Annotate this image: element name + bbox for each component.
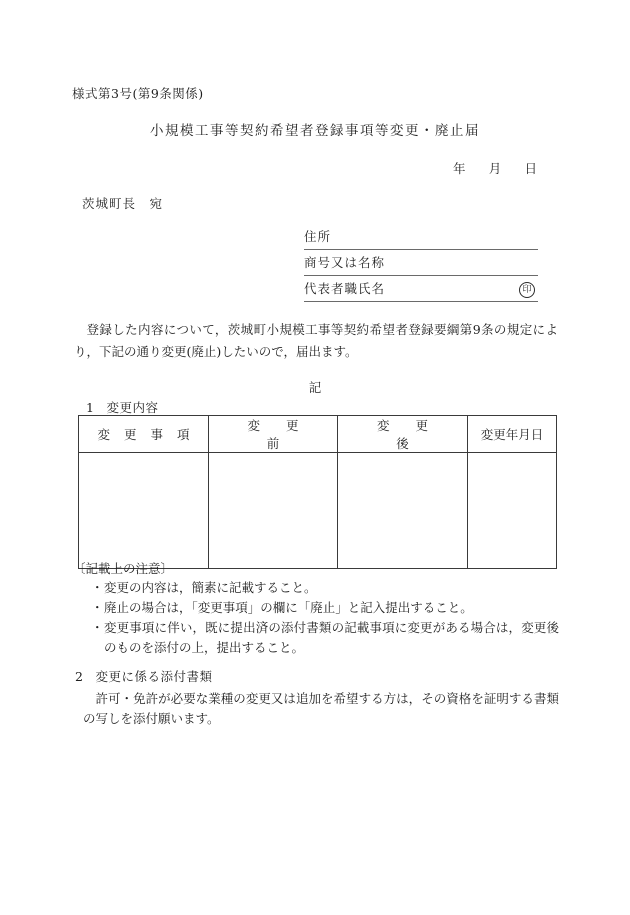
cell-change-item <box>79 453 209 569</box>
header-change-item: 変更事項 <box>79 416 209 453</box>
section2-heading-label: 変更に係る添付書類 <box>95 669 213 684</box>
cell-before-change <box>209 453 338 569</box>
section2-heading <box>75 667 212 685</box>
date-year-label: 年 <box>453 161 466 176</box>
section1-number: 1 <box>86 400 95 415</box>
header-change-date: 変更年月日 <box>468 416 557 453</box>
date-month-label: 月 <box>488 161 502 176</box>
address-field <box>304 224 538 250</box>
header-after-change: 変更後 <box>338 416 468 453</box>
section2-body: 許可・免許が必要な業種の変更又は追加を希望する方は，その資格を証明する書類の写しを添付願います。 <box>83 691 559 726</box>
company-name-field-label: 商号又は名称 <box>304 255 386 270</box>
body-paragraph: 登録した内容について，茨城町小規模工事等契約希望者登録要綱第9条の規定により，下記の通り変更(廃止)したいので，届出ます。 <box>74 322 558 359</box>
date-line <box>453 159 537 177</box>
change-table <box>78 415 557 569</box>
section2-number: 2 <box>75 669 84 684</box>
notes-title: 〔記載上の注意〕 <box>73 561 174 576</box>
cell-after-change <box>338 453 468 569</box>
notes-list <box>91 578 559 658</box>
seal-icon: 印 <box>519 282 535 298</box>
company-name-field <box>304 250 538 276</box>
document-title: 小規模工事等契約希望者登録事項等変更・廃止届 <box>150 123 480 139</box>
representative-name-field <box>304 276 538 302</box>
table-row <box>79 453 557 569</box>
section1-heading <box>86 398 158 416</box>
form-number: 様式第3号(第9条関係) <box>72 86 204 101</box>
signature-block <box>304 224 538 302</box>
table-header-row <box>79 416 557 453</box>
cell-change-date <box>468 453 557 569</box>
note-item: ・ 変更事項に伴い，既に提出済の添付書類の記載事項に変更がある場合は，変更後のものを添付の上，提出すること。 <box>91 618 559 658</box>
note-item: ・ 変更の内容は，簡素に記載すること。 <box>91 578 559 598</box>
representative-name-field-label: 代表者職氏名 <box>304 281 386 296</box>
header-before-change: 変更前 <box>209 416 338 453</box>
section1-heading-label: 変更内容 <box>106 400 159 415</box>
record-heading: 記 <box>308 380 322 395</box>
address-field-label: 住所 <box>304 229 332 244</box>
date-day-label: 日 <box>524 161 537 176</box>
addressee: 茨城町長 宛 <box>82 196 164 211</box>
note-item: ・ 廃止の場合は，「変更事項」の欄に「廃止」と記入提出すること。 <box>91 598 559 618</box>
